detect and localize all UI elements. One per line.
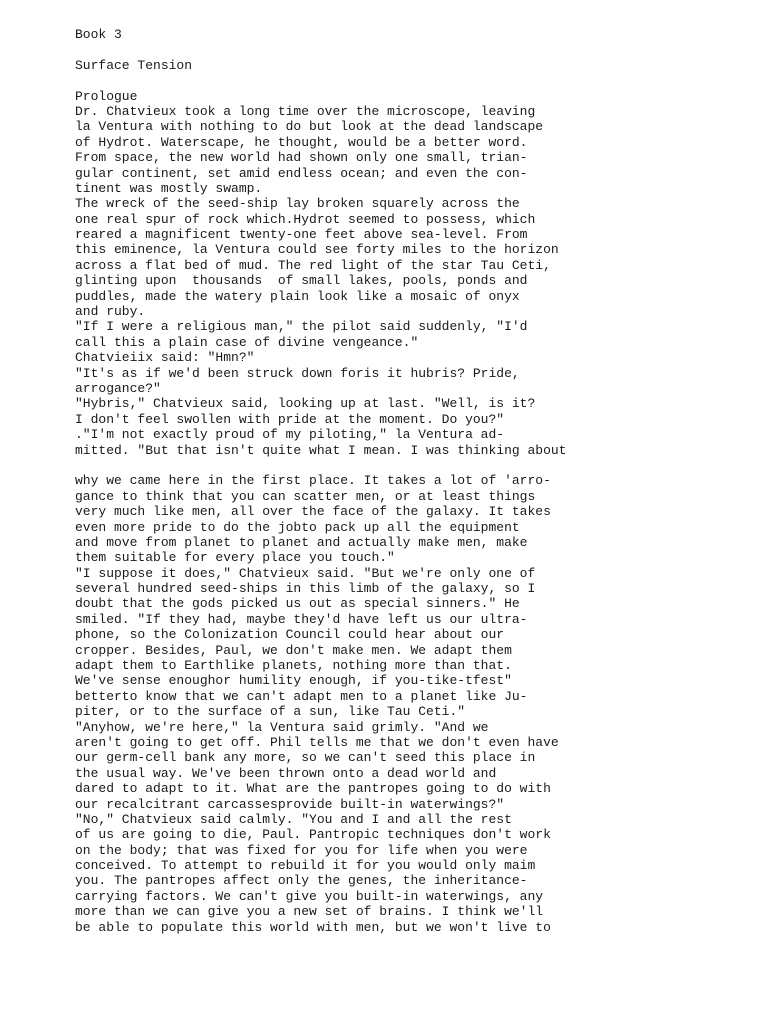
text-line: From space, the new world had shown only one small, trian- [75,150,528,166]
text-line: even more pride to do the jobto pack up all the equipment [75,519,520,535]
text-line: "Anyhow, we're here," la Ventura said grimly. "And we [75,719,489,735]
section-heading: Prologue [75,88,138,104]
text-line: glinting upon thousands of small lakes, pools, ponds and [75,273,528,289]
text-line: gance to think that you can scatter men, or at least things [75,488,536,504]
text-line: and move from planet to planet and actually make men, make [75,534,528,550]
text-line: mitted. "But that isn't quite what I mean. I was thinking about [75,442,567,458]
text-line: one real spur of rock which.Hydrot seemed to possess, which [75,211,536,227]
text-line: "It's as if we'd been struck down foris it hubris? Pride, [75,365,520,381]
text-line: "Hybris," Chatvieux said, looking up at last. "Well, is it? [75,396,536,412]
text-line: be able to populate this world with men, but we won't live to [75,919,551,935]
spacer [75,42,755,57]
text-line: reared a magnificent twenty-one feet above sea-level. From [75,227,528,243]
text-line: more than we can give you a new set of brains. I think we'll [75,904,544,920]
text-block-1 [75,104,755,458]
story-title: Surface Tension [75,57,193,73]
text-line: the usual way. We've been thrown onto a dead world and [75,765,497,781]
text-line: why we came here in the first place. It takes a lot of 'arro- [75,473,551,489]
text-line: betterto know that we can't adapt men to a planet like Ju- [75,688,528,704]
text-line: "I suppose it does," Chatvieux said. "But we're only one of [75,565,536,581]
text-line: carrying factors. We can't give you built-in waterwings, any [75,888,544,904]
text-line: and ruby. [75,304,146,320]
spacer [75,458,755,473]
text-line: adapt them to Earthlike planets, nothing more than that. [75,658,512,674]
text-line: piter, or to the surface of a sun, like Tau Ceti." [75,704,466,720]
text-line: of Hydrot. Waterscape, he thought, would be a better word. [75,134,528,150]
text-line: "If I were a religious man," the pilot said suddenly, "I'd [75,319,528,335]
text-line: la Ventura with nothing to do but look at the dead landscape [75,119,544,135]
text-line: ."I'm not exactly proud of my piloting," la Ventura ad- [75,427,505,443]
text-line: across a flat bed of mud. The red light of the star Tau Ceti, [75,257,551,273]
text-line: doubt that the gods picked us out as special sinners." He [75,596,520,612]
text-line: puddles, made the watery plain look like a mosaic of onyx [75,288,520,304]
text-line: dared to adapt to it. What are the pantropes going to do with [75,781,551,797]
spacer [75,73,755,88]
text-line: Chatvieiix said: "Hmn?" [75,350,255,366]
text-line: very much like men, all over the face of the galaxy. It takes [75,504,551,520]
text-line: call this a plain case of divine vengeance." [75,334,419,350]
text-line: arrogance?" [75,380,161,396]
text-line: The wreck of the seed-ship lay broken squarely across the [75,196,520,212]
text-block-2 [75,473,755,935]
text-line: gular continent, set amid endless ocean; and even the con- [75,165,528,181]
text-line: our recalcitrant carcassesprovide built-in waterwings?" [75,796,505,812]
text-line: smiled. "If they had, maybe they'd have left us our ultra- [75,611,528,627]
text-line: aren't going to get off. Phil tells me that we don't even have [75,734,559,750]
text-line: several hundred seed-ships in this limb of the galaxy, so I [75,581,536,597]
text-line: I don't feel swollen with pride at the moment. Do you?" [75,411,505,427]
text-line: "No," Chatvieux said calmly. "You and I and all the rest [75,811,512,827]
text-line: tinent was mostly swamp. [75,180,263,196]
document-page [75,27,755,935]
text-line: this eminence, la Ventura could see forty miles to the horizon [75,242,559,258]
text-line: cropper. Besides, Paul, we don't make men. We adapt them [75,642,512,658]
text-line: Dr. Chatvieux took a long time over the microscope, leaving [75,103,536,119]
text-line: our germ-cell bank any more, so we can't seed this place in [75,750,536,766]
text-line: conceived. To attempt to rebuild it for you would only maim [75,858,536,874]
book-label: Book 3 [75,27,122,42]
text-line: phone, so the Colonization Council could hear about our [75,627,505,643]
text-line: of us are going to die, Paul. Pantropic techniques don't work [75,827,551,843]
text-line: them suitable for every place you touch." [75,550,395,566]
text-line: on the body; that was fixed for you for life when you were [75,842,528,858]
text-line: you. The pantropes affect only the genes, the inheritance- [75,873,528,889]
text-line: We've sense enoughor humility enough, if you-tike-tfest" [75,673,512,689]
